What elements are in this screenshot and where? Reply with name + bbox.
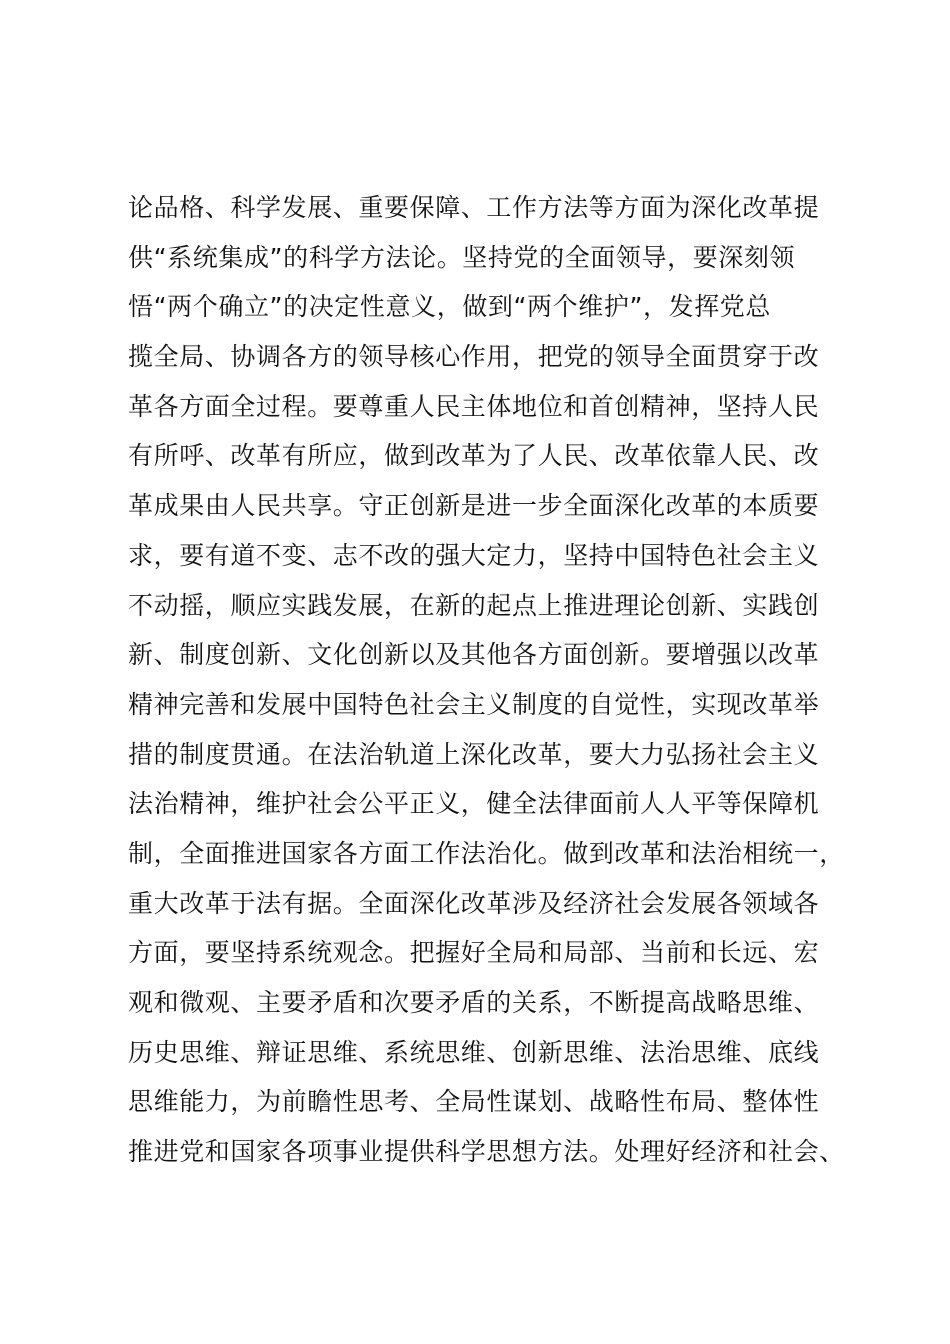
text-line: 思维能力，为前瞻性思考、全局性谋划、战略性布局、整体性	[128, 1087, 820, 1117]
text-line: 制，全面推进国家各方面工作法治化。做到改革和法治相统一，	[128, 838, 845, 868]
text-line: 新、制度创新、文化创新以及其他各方面创新。要增强以改革	[128, 640, 820, 670]
text-line: 供“系统集成”的科学方法论。坚持党的全面领导，要深刻领	[128, 242, 796, 272]
text-line: 法治精神，维护社会公平正义，健全法律面前人人平等保障机	[128, 789, 820, 819]
text-line: 历史思维、辩证思维、系统思维、创新思维、法治思维、底线	[128, 1037, 820, 1067]
body-paragraph	[128, 183, 848, 1177]
text-line: 方面，要坚持系统观念。把握好全局和局部、当前和长远、宏	[128, 938, 820, 968]
text-line: 措的制度贯通。在法治轨道上深化改革，要大力弘扬社会主义	[128, 739, 820, 769]
text-line: 重大改革于法有据。全面深化改革涉及经济社会发展各领域各	[128, 888, 820, 918]
text-line: 革成果由人民共享。守正创新是进一步全面深化改革的本质要	[128, 491, 820, 521]
text-line: 有所呼、改革有所应，做到改革为了人民、改革依靠人民、改	[128, 441, 820, 471]
text-line: 不动摇，顺应实践发展，在新的起点上推进理论创新、实践创	[128, 590, 820, 620]
text-line: 论品格、科学发展、重要保障、工作方法等方面为深化改革提	[128, 193, 820, 222]
text-line: 革各方面全过程。要尊重人民主体地位和首创精神，坚持人民	[128, 391, 820, 421]
text-line: 揽全局、协调各方的领导核心作用，把党的领导全面贯穿于改	[128, 342, 820, 372]
text-line: 精神完善和发展中国特色社会主义制度的自觉性，实现改革举	[128, 689, 820, 719]
text-line: 悟“两个确立”的决定性意义，做到“两个维护”，发挥党总	[128, 292, 772, 322]
text-line: 求，要有道不变、志不改的强大定力，坚持中国特色社会主义	[128, 540, 820, 570]
text-line: 观和微观、主要矛盾和次要矛盾的关系，不断提高战略思维、	[128, 988, 820, 1017]
text-line: 推进党和国家各项事业提供科学思想方法。处理好经济和社会、	[128, 1137, 845, 1167]
